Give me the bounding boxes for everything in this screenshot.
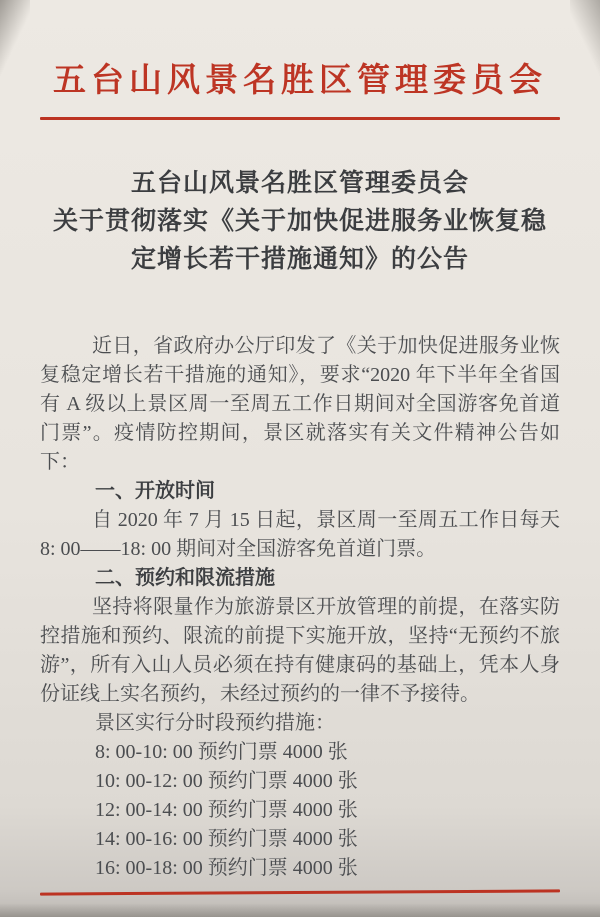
schedule-list <box>40 738 560 883</box>
section-1-paragraph: 自 2020 年 7 月 15 日起，景区周一至周五工作日每天 8: 00——18: 00 期间对全国游客免首道门票。 <box>40 509 560 560</box>
photo-corner-shadow-right <box>570 0 600 110</box>
intro-paragraph: 近日，省政府办公厅印发了《关于加快促进服务业恢复稳定增长若干措施的通知》，要求“2020 年下半年全省国有 A 级以上景区周一至周五工作日期间对全国游客免首道门票”。疫情防控期间，景区就落实有关文件精神公告如下： <box>40 335 560 473</box>
document-title-line-3: 定增长若干措施通知》的公告 <box>130 245 469 273</box>
schedule-slot: 14: 00-16: 00 预约门票 4000 张 <box>95 828 358 850</box>
section-2-heading: 二、预约和限流措施 <box>95 567 275 589</box>
footer-divider <box>40 889 560 895</box>
section-2-paragraph: 坚持将限量作为旅游景区开放管理的前提，在落实防控措施和预约、限流的前提下实施开放，坚持“无预约不旅游”，所有入山人员必须在持有健康码的基础上，凭本人身份证线上实名预约，未经过预约的一律不予接待。 <box>40 596 560 705</box>
photo-corner-shadow-left <box>0 0 30 110</box>
document-body <box>40 332 560 883</box>
schedule-slot: 16: 00-18: 00 预约门票 4000 张 <box>95 857 358 879</box>
schedule-slot: 10: 00-12: 00 预约门票 4000 张 <box>95 770 358 792</box>
schedule-slot: 8: 00-10: 00 预约门票 4000 张 <box>95 741 348 763</box>
photo-bottom-edge-shadow <box>0 903 600 917</box>
document-title-line-1: 五台山风景名胜区管理委员会 <box>130 169 469 197</box>
letterhead-divider <box>40 117 560 120</box>
document-title-line-2: 关于贯彻落实《关于加快促进服务业恢复稳 <box>52 207 547 235</box>
schedule-slot: 12: 00-14: 00 预约门票 4000 张 <box>95 799 358 821</box>
section-1-heading: 一、开放时间 <box>95 480 215 502</box>
schedule-intro: 景区实行分时段预约措施： <box>95 712 335 734</box>
document-title <box>30 164 570 278</box>
letterhead-org-name: 五台山风景名胜区管理委员会 <box>53 61 547 98</box>
